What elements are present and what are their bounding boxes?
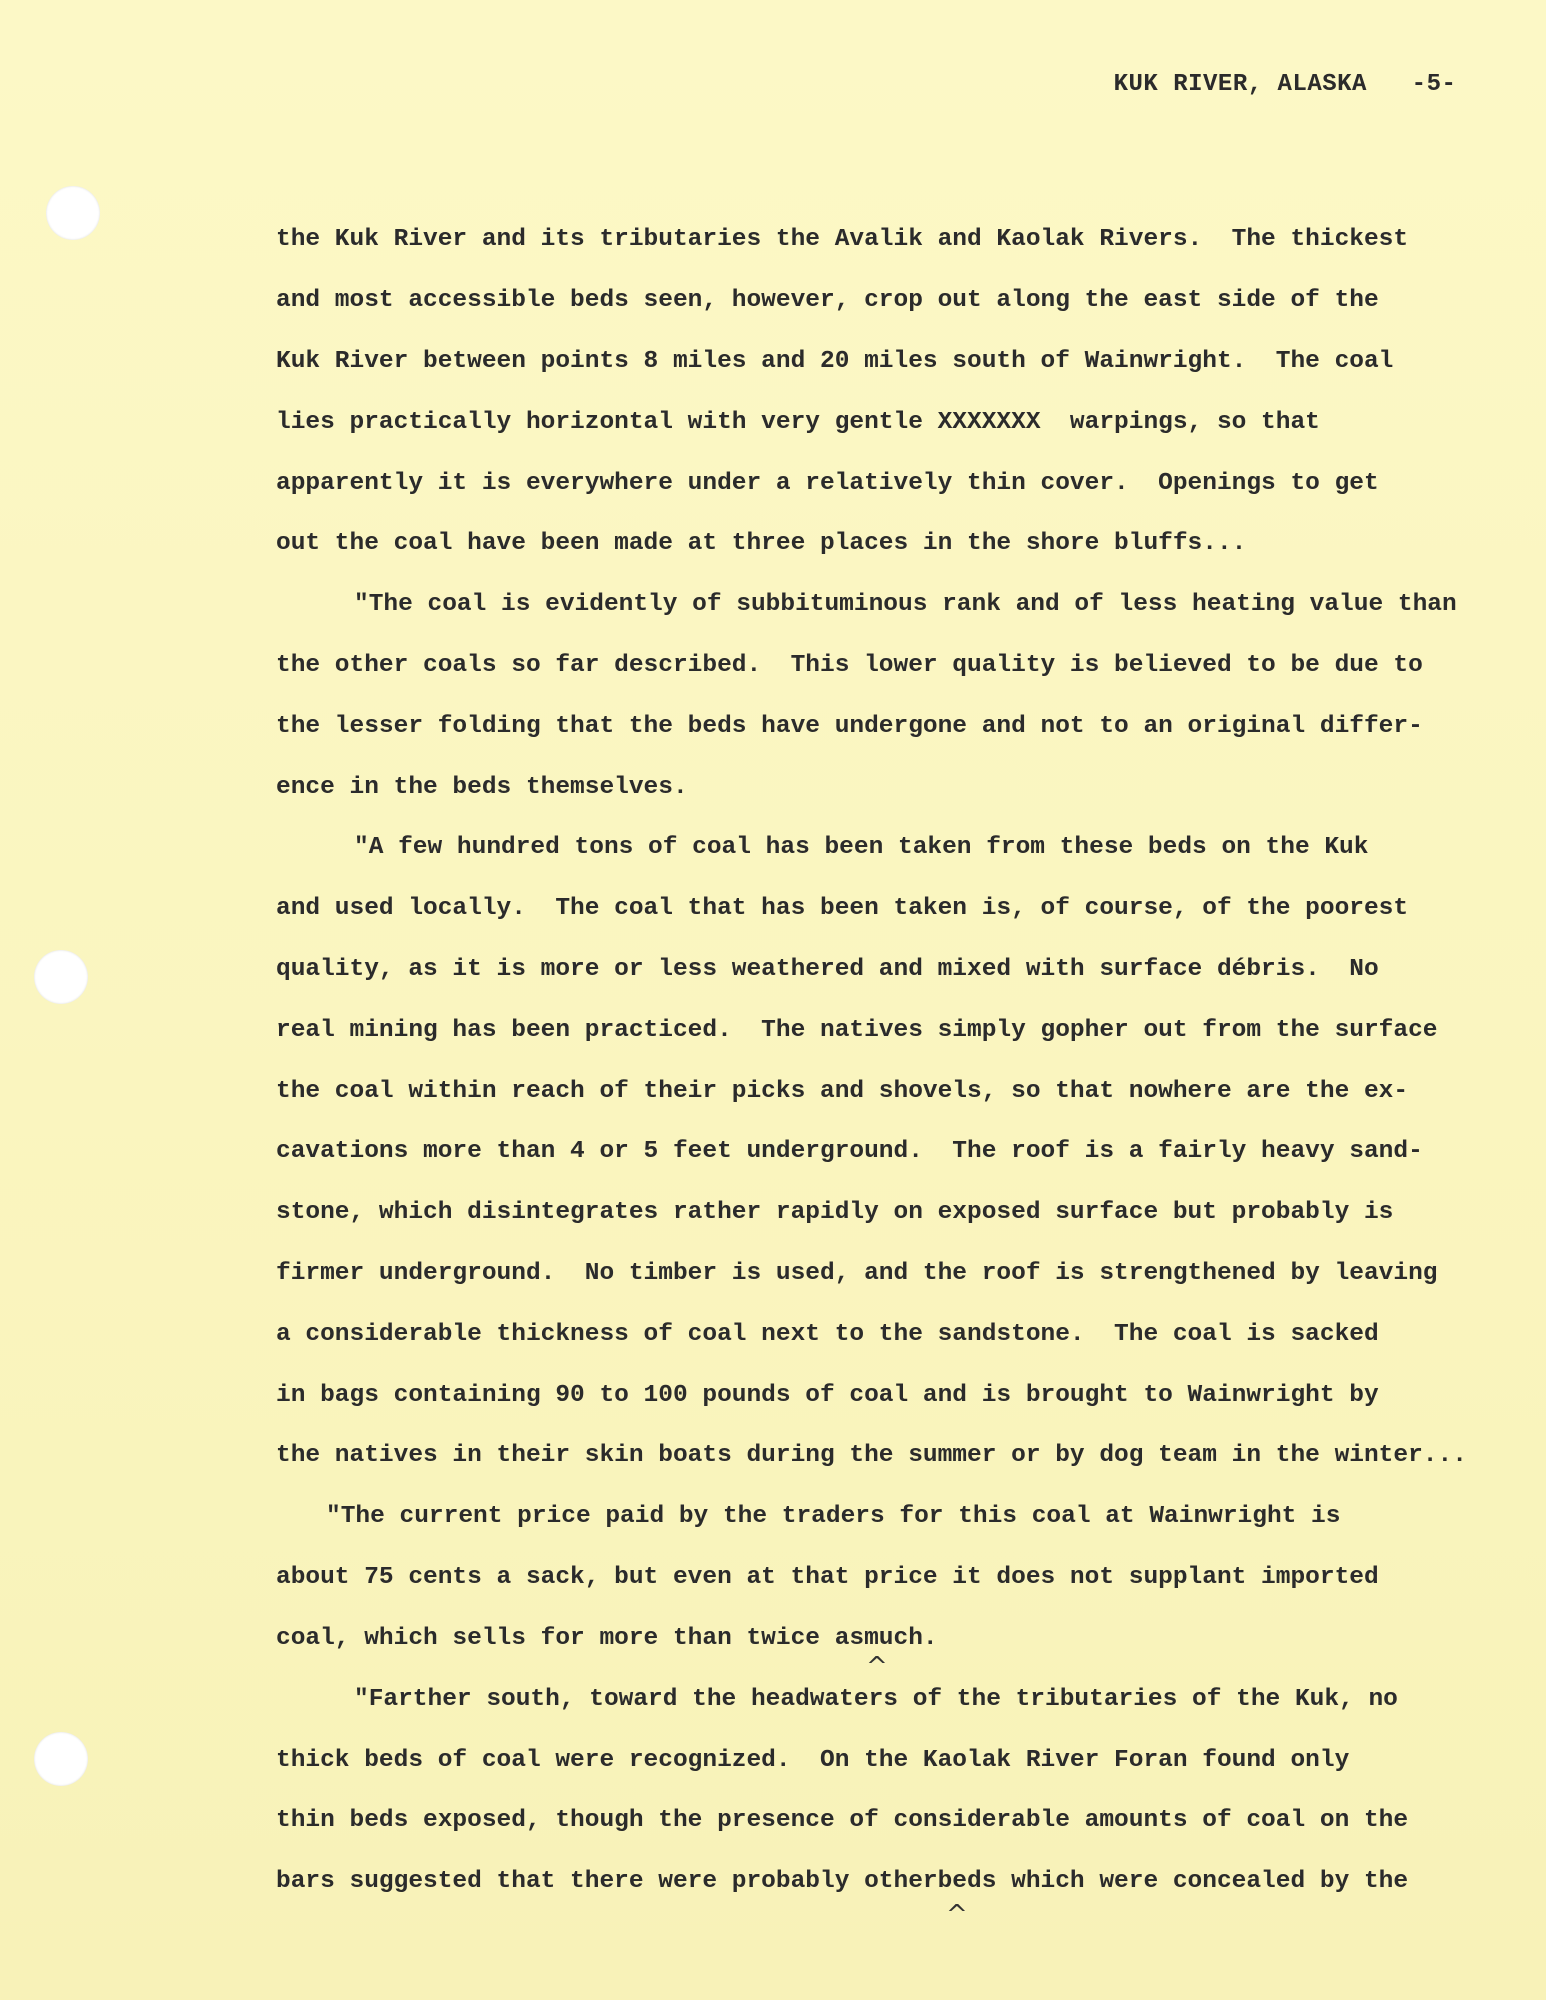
text-line: out the coal have been made at three places in the shore bluffs... <box>276 530 1247 557</box>
caret-mark: ^ <box>946 1900 968 1930</box>
text-line: "The coal is evidently of subbituminous rank and of less heating value than <box>354 591 1457 618</box>
text-line: a considerable thickness of coal next to the sandstone. The coal is sacked <box>276 1321 1379 1348</box>
text-line: the coal within reach of their picks and shovels, so that nowhere are the ex- <box>276 1078 1409 1105</box>
punch-hole-bottom <box>34 1732 88 1786</box>
text-line: the other coals so far described. This lower quality is believed to be due to <box>276 652 1423 679</box>
text-line: apparently it is everywhere under a relatively thin cover. Openings to get <box>276 470 1379 497</box>
text-line: and used locally. The coal that has been taken is, of course, of the poorest <box>276 895 1409 922</box>
text-line: bars suggested that there were probably otherbeds which were concealed by the <box>276 1868 1409 1895</box>
punch-hole-top <box>46 186 100 240</box>
text-line: "The current price paid by the traders for this coal at Wainwright is <box>326 1503 1341 1530</box>
text-line: ence in the beds themselves. <box>276 774 688 801</box>
page-number: -5- <box>1411 71 1457 98</box>
text-line: coal, which sells for more than twice asmuch. <box>276 1625 938 1652</box>
text-line: the lesser folding that the beds have undergone and not to an original differ- <box>276 713 1423 740</box>
text-line: the natives in their skin boats during the summer or by dog team in the winter... <box>276 1442 1467 1469</box>
text-line: about 75 cents a sack, but even at that price it does not supplant imported <box>276 1564 1379 1591</box>
text-line: and most accessible beds seen, however, crop out along the east side of the <box>276 287 1379 314</box>
text-line: stone, which disintegrates rather rapidly on exposed surface but probably is <box>276 1199 1394 1226</box>
text-line: thick beds of coal were recognized. On the Kaolak River Foran found only <box>276 1747 1350 1774</box>
text-line: in bags containing 90 to 100 pounds of coal and is brought to Wainwright by <box>276 1382 1379 1409</box>
text-line: the Kuk River and its tributaries the Avalik and Kaolak Rivers. The thickest <box>276 226 1409 253</box>
punch-hole-middle <box>34 950 88 1004</box>
text-line: real mining has been practiced. The natives simply gopher out from the surface <box>276 1017 1438 1044</box>
header-title: KUK RIVER, ALASKA <box>1113 71 1367 98</box>
text-line: "A few hundred tons of coal has been taken from these beds on the Kuk <box>354 834 1369 861</box>
text-line: thin beds exposed, though the presence of considerable amounts of coal on the <box>276 1807 1409 1834</box>
text-line: quality, as it is more or less weathered and mixed with surface débris. No <box>276 956 1379 983</box>
text-line: lies practically horizontal with very gentle XXXXXXX warpings, so that <box>276 409 1320 436</box>
page-header <box>1054 44 1456 125</box>
caret-mark: ^ <box>866 1652 888 1682</box>
text-line: cavations more than 4 or 5 feet underground. The roof is a fairly heavy sand- <box>276 1138 1423 1165</box>
text-line: "Farther south, toward the headwaters of the tributaries of the Kuk, no <box>354 1686 1398 1713</box>
text-line: Kuk River between points 8 miles and 20 miles south of Wainwright. The coal <box>276 348 1394 375</box>
text-line: firmer underground. No timber is used, and the roof is strengthened by leaving <box>276 1260 1438 1287</box>
